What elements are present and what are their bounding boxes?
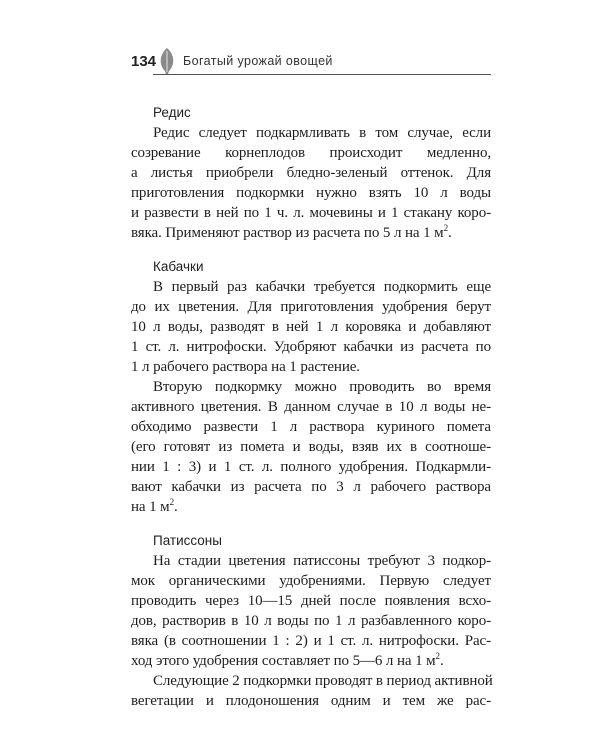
- text-line: вяка (в соотношении 1 : 2) и 1 ст. л. нитрофоски. Рас-: [131, 633, 491, 649]
- text-line: [131, 223, 491, 243]
- text-line: [131, 497, 491, 517]
- text-fragment: .: [439, 653, 444, 669]
- page-number: 134: [131, 53, 157, 70]
- paragraph: [131, 277, 491, 377]
- paragraph: [131, 671, 491, 711]
- paragraph: [131, 551, 491, 671]
- text-line: (его готовят из помета и воды, взяв их в соотноше-: [131, 439, 491, 455]
- text-line: мок органическими удобрениями. Первую следует: [131, 573, 491, 589]
- text-line: а листья приобрели бледно-зеленый оттенок. Для: [131, 165, 491, 181]
- paragraph: [131, 123, 491, 243]
- section-title-zucchini: Кабачки: [153, 259, 204, 274]
- superscript: 2: [443, 223, 448, 233]
- text-fragment: вяка. Применяют раствор из расчета по 5 л на 1 м: [131, 225, 444, 241]
- text-line: обходимо развести 1 л раствора куриного помета: [131, 419, 491, 435]
- leaf-icon: [157, 47, 177, 75]
- header-rule: [153, 74, 491, 75]
- text-line: [131, 651, 491, 671]
- text-line: вают кабачки из расчета по 3 л рабочего раствора: [131, 479, 491, 495]
- text-line: 1 л рабочего раствора на 1 растение.: [131, 359, 360, 375]
- text-line: Следующие 2 подкормки проводят в период активной: [153, 673, 493, 689]
- text-line: В первый раз кабачки требуется подкормить еще: [153, 279, 491, 295]
- page-header: [131, 47, 491, 77]
- text-line: приготовления подкормки нужно взять 10 л воды: [131, 185, 491, 201]
- text-line: На стадии цветения патиссоны требуют 3 подкор-: [153, 553, 491, 569]
- paragraph: [131, 377, 491, 517]
- text-line: проводить через 10—15 дней после появления всхо-: [131, 593, 491, 609]
- text-line: 10 л воды, разводят в ней 1 л коровяка и добавляют: [131, 319, 491, 335]
- text-line: Редис следует подкармливать в том случае, если: [153, 125, 491, 141]
- text-line: дов, растворив в 10 л воды по 1 л разбавленного коро-: [131, 613, 491, 629]
- text-line: и развести в ней по 1 ч. л. мочевины и 1 стакану коро-: [131, 205, 491, 221]
- section-title-pattypan: Патиссоны: [153, 533, 222, 548]
- text-line: 1 ст. л. нитрофоски. Удобряют кабачки из расчета по: [131, 339, 491, 355]
- text-fragment: на 1 м: [131, 499, 170, 515]
- text-line: активного цветения. В данном случае в 10 л воды не-: [131, 399, 491, 415]
- superscript: 2: [435, 651, 440, 661]
- text-fragment: .: [447, 225, 452, 241]
- superscript: 2: [169, 497, 174, 507]
- text-line: созревание корнеплодов происходит медленно,: [131, 145, 491, 161]
- section-title-radish: Редис: [153, 105, 191, 120]
- text-line: нии 1 : 3) и 1 ст. л. полного удобрения. Подкармли-: [131, 459, 491, 475]
- text-fragment: .: [173, 499, 178, 515]
- page-body: [131, 103, 491, 711]
- text-line: до их цветения. Для приготовления удобрения берут: [131, 299, 491, 315]
- running-title: Богатый урожай овощей: [183, 54, 333, 68]
- text-fragment: ход этого удобрения составляет по 5—6 л на 1 м: [131, 653, 436, 669]
- text-line: вегетации и плодоношения одним и тем же рас-: [131, 693, 491, 709]
- text-line: Вторую подкормку можно проводить во время: [153, 379, 491, 395]
